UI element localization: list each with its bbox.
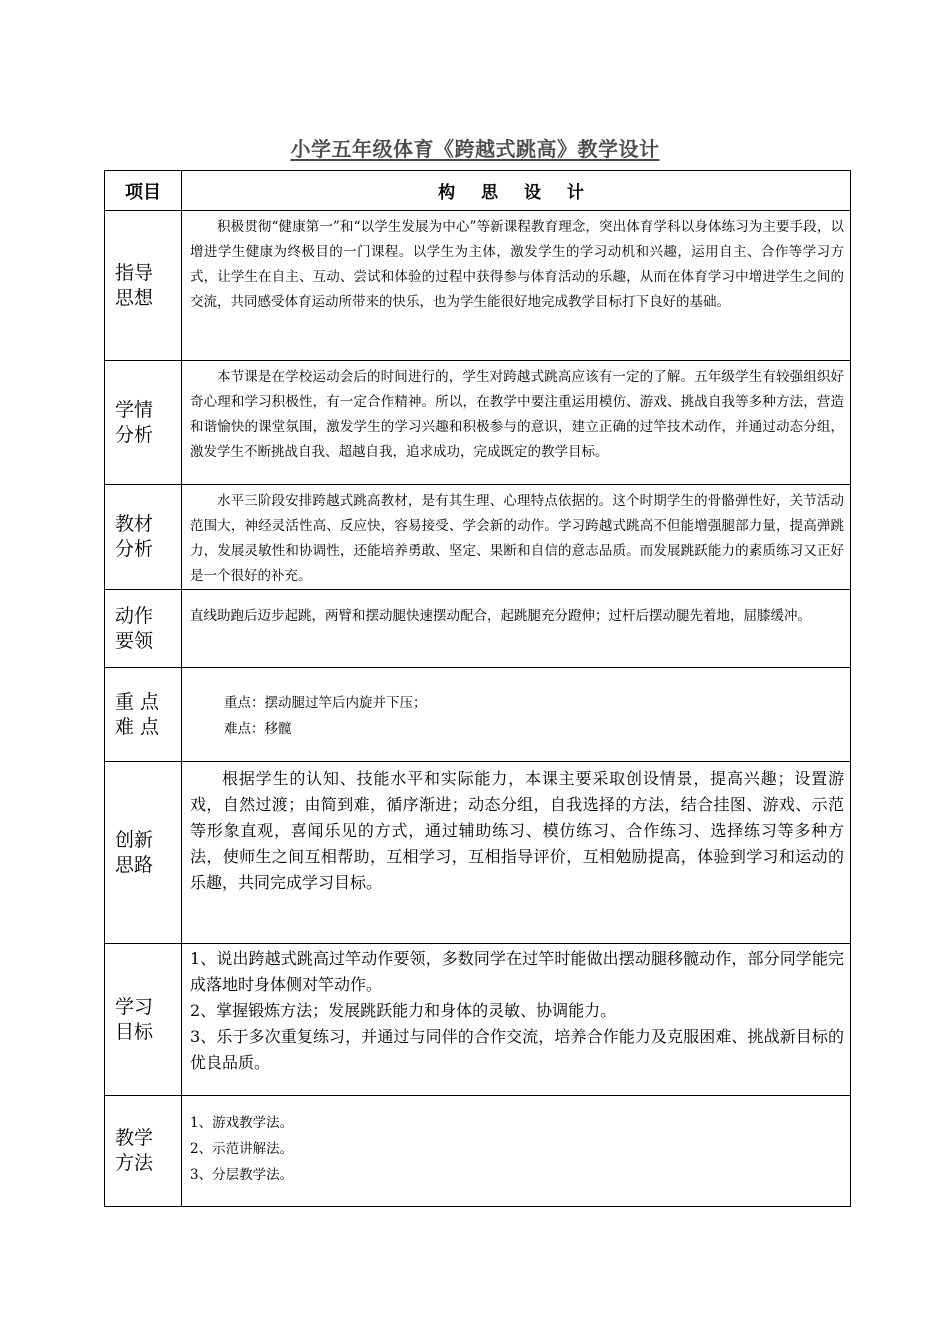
label-innovation: 创新思路 xyxy=(105,762,182,944)
method-item: 1、游戏教学法。 xyxy=(190,1115,294,1131)
label-goals: 学习目标 xyxy=(105,944,182,1096)
method-item: 2、示范讲解法。 xyxy=(190,1141,294,1157)
row-guide xyxy=(105,211,851,361)
cell-goals xyxy=(182,944,851,1096)
cell-action: 直线助跑后迈步起跳，两臂和摆动腿快速摆动配合，起跳腿充分蹬伸；过杆后摆动腿先着地，屈膝缓冲。 xyxy=(182,590,851,668)
label-keypoints: 重 点难 点 xyxy=(105,668,182,762)
header-item: 项目 xyxy=(105,171,182,211)
row-methods xyxy=(105,1096,851,1207)
row-action xyxy=(105,590,851,668)
header-design: 构 思 设 计 xyxy=(182,171,851,211)
cell-student: 本节课是在学校运动会后的时间进行的，学生对跨越式跳高应该有一定的了解。五年级学生有较强组织好奇心理和学习积极性，有一定合作精神。所以，在教学中要注重运用模仿、游戏、挑战自我等多种方法，营造和谐愉快的课堂氛围，激发学生的学习兴趣和积极参与的意识，建立正确的过竿技术动作，并通过动态分组，激发学生不断挑战自我、超越自我，追求成功，完成既定的教学目标。 xyxy=(182,361,851,485)
label-action: 动作要领 xyxy=(105,590,182,668)
row-student xyxy=(105,361,851,485)
goal-item: 3、乐于多次重复练习，并通过与同伴的合作交流，培养合作能力及克服困难、挑战新目标的优良品质。 xyxy=(190,1027,844,1072)
page-title: 小学五年级体育《跨越式跳高》教学设计 xyxy=(290,137,660,161)
goal-item: 1、说出跨越式跳高过竿动作要领，多数同学在过竿时能做出摆动腿移髋动作，部分同学能完成落地时身体侧对竿动作。 xyxy=(190,949,844,994)
cell-material: 水平三阶段安排跨越式跳高教材，是有其生理、心理特点依据的。这个时期学生的骨骼弹性好，关节活动范围大，神经灵活性高、反应快，容易接受、学会新的动作。学习跨越式跳高不但能增强腿部力量，提高弹跳力，发展灵敏性和协调性，还能培养勇敢、坚定、果断和自信的意志品质。而发展跳跃能力的素质练习又正好是一个很好的补充。 xyxy=(182,485,851,590)
label-student: 学情分析 xyxy=(105,361,182,485)
goal-item: 2、掌握锻炼方法；发展跳跃能力和身体的灵敏、协调能力。 xyxy=(190,1001,617,1020)
label-material: 教材分析 xyxy=(105,485,182,590)
label-guide: 指导思想 xyxy=(105,211,182,361)
cell-methods xyxy=(182,1096,851,1207)
row-material xyxy=(105,485,851,590)
key-point: 重点：摆动腿过竿后内旋并下压； xyxy=(224,695,427,711)
label-methods: 教学方法 xyxy=(105,1096,182,1207)
row-innovation xyxy=(105,762,851,944)
table-header-row xyxy=(105,171,851,211)
difficult-point: 难点：移髋 xyxy=(224,721,292,737)
cell-guide: 积极贯彻“健康第一”和“以学生发展为中心”等新课程教育理念，突出体育学科以身体练习为主要手段，以增进学生健康为终极目的一门课程。以学生为主体，激发学生的学习动机和兴趣，运用自主、合作等学习方式，让学生在自主、互动、尝试和体验的过程中获得参与体育活动的乐趣，从而在体育学习中增进学生之间的交流，共同感受体育运动所带来的快乐，也为学生能很好地完成教学目标打下良好的基础。 xyxy=(182,211,851,361)
cell-keypoints xyxy=(182,668,851,762)
row-keypoints xyxy=(105,668,851,762)
cell-innovation: 根据学生的认知、技能水平和实际能力，本课主要采取创设情景，提高兴趣；设置游戏，自然过渡；由简到难，循序渐进；动态分组，自我选择的方法，结合挂图、游戏、示范等形象直观，喜闻乐见的方式，通过辅助练习、模仿练习、合作练习、选择练习等多种方法，使师生之间互相帮助，互相学习，互相指导评价，互相勉励提高，体验到学习和运动的乐趣，共同完成学习目标。 xyxy=(182,762,851,944)
row-goals xyxy=(105,944,851,1096)
method-item: 3、分层教学法。 xyxy=(190,1167,294,1183)
lesson-design-table xyxy=(104,170,851,1207)
